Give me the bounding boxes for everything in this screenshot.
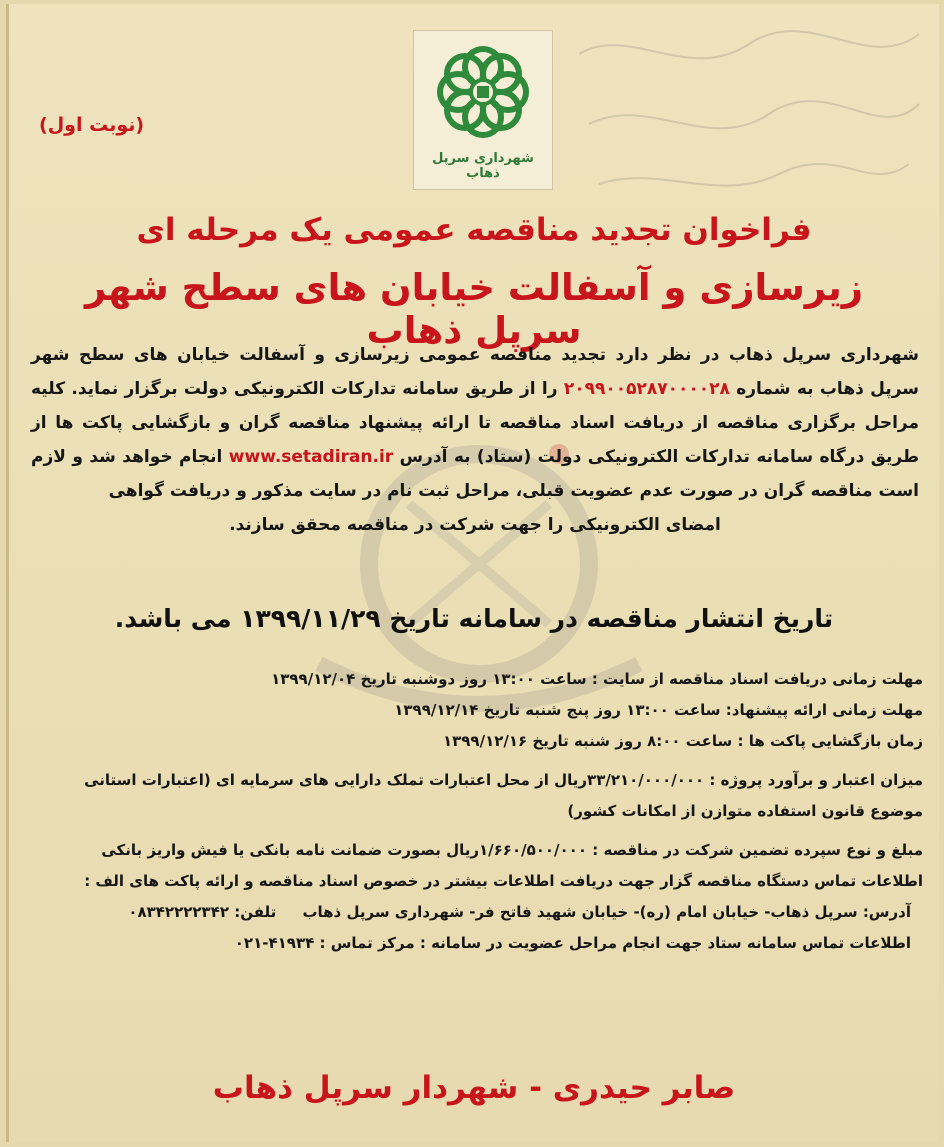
notice-subject: زیرسازی و آسفالت خیابان های سطح شهر سرپل ذهاب bbox=[84, 266, 864, 352]
address: آدرس: سرپل ذهاب- خیابان امام (ره)- خیابان شهید فاتح فر- شهرداری سرپل ذهاب bbox=[302, 903, 911, 921]
bid-deadline: مهلت زمانی ارائه پیشنهاد: ساعت ۱۳:۰۰ روز پنج شنبه تاریخ ۱۳۹۹/۱۲/۱۴ bbox=[394, 701, 923, 719]
budget-line2: موضوع قانون استفاده متوازن از امکانات کشور) bbox=[567, 802, 923, 820]
address-line bbox=[31, 897, 923, 928]
tender-details bbox=[31, 664, 923, 959]
notice-page bbox=[6, 4, 939, 1142]
website-link[interactable]: www.setadiran.ir bbox=[228, 447, 394, 467]
signature: صابر حیدری - شهردار سرپل ذهاب bbox=[212, 1070, 736, 1106]
seta-contact: اطلاعات تماس سامانه ستاد جهت انجام مراحل عضویت در سامانه : مرکز تماس : ۴۱۹۳۴-۰۲۱ bbox=[234, 934, 911, 952]
municipality-logo bbox=[413, 30, 553, 190]
logo-caption: شهرداری سرپل ذهاب bbox=[432, 151, 534, 181]
logo-emblem-icon bbox=[428, 37, 538, 147]
doc-deadline: مهلت زمانی دریافت اسناد مناقصه از سایت : ساعت ۱۳:۰۰ روز دوشنبه تاریخ ۱۳۹۹/۱۲/۰۴ bbox=[271, 670, 923, 688]
opening-time: زمان بازگشایی پاکت ها : ساعت ۸:۰۰ روز شنبه تاریخ ۱۳۹۹/۱۲/۱۶ bbox=[442, 732, 923, 750]
phone: تلفن: ۰۸۳۴۲۲۲۲۳۴۲ bbox=[128, 903, 277, 921]
issue-badge: (نوبت اول) bbox=[39, 114, 145, 136]
tender-number: ۲۰۹۹۰۰۵۲۸۷۰۰۰۰۲۸ bbox=[563, 379, 730, 399]
guarantee: مبلغ و نوع سپرده تضمین شرکت در مناقصه : ۱/۶۶۰/۵۰۰/۰۰۰ریال بصورت ضمانت نامه بانکی یا فیش واریز بانکی bbox=[101, 841, 923, 859]
budget-line1: میزان اعتبار و برآورد پروژه : ۳۳/۲۱۰/۰۰۰/۰۰۰ریال از محل اعتبارات تملک دارایی های سرمایه ای (اعتبارات استانی bbox=[84, 771, 923, 789]
background-scrawl bbox=[569, 14, 929, 214]
body-paragraph-last: امضای الکترونیکی را جهت شرکت در مناقصه محقق سازند. bbox=[229, 515, 721, 535]
body-paragraph: شهرداری سرپل ذهاب در نظر دارد تجدید مناقصه عمومی زیرسازی و آسفالت خیابان های سطح شهر سرپل ذهاب به شماره ۲۰۹۹۰۰۵۲۸۷۰۰۰۰۲۸ را از طریق سامانه تدارکات الکترونیکی دولت برگزار نماید. کلیه مراحل برگزاری مناقصه از دریافت اسناد مناقصه تا ارائه پیشنهاد مناقصه گران و بازگشایی پاکت ها از طریق درگاه سامانه تدارکات الکترونیکی دولت (ستاد) به آدرس www.setadiran.ir انجام خواهد شد و لازم است مناقصه گران در صورت عدم عضویت قبلی، مراحل ثبت نام در سایت مذکور و دریافت گواهی bbox=[31, 345, 920, 501]
contact-info: اطلاعات تماس دستگاه مناقصه گزار جهت دریافت اطلاعات بیشتر در خصوص اسناد مناقصه و ارائه پاکت های الف : bbox=[84, 872, 923, 890]
publish-date: تاریخ انتشار مناقصه در سامانه تاریخ ۱۳۹۹/۱۱/۲۹ می باشد. bbox=[114, 604, 834, 633]
notice-body bbox=[31, 338, 919, 542]
notice-title: فراخوان تجدید مناقصه عمومی یک مرحله ای bbox=[136, 212, 812, 248]
